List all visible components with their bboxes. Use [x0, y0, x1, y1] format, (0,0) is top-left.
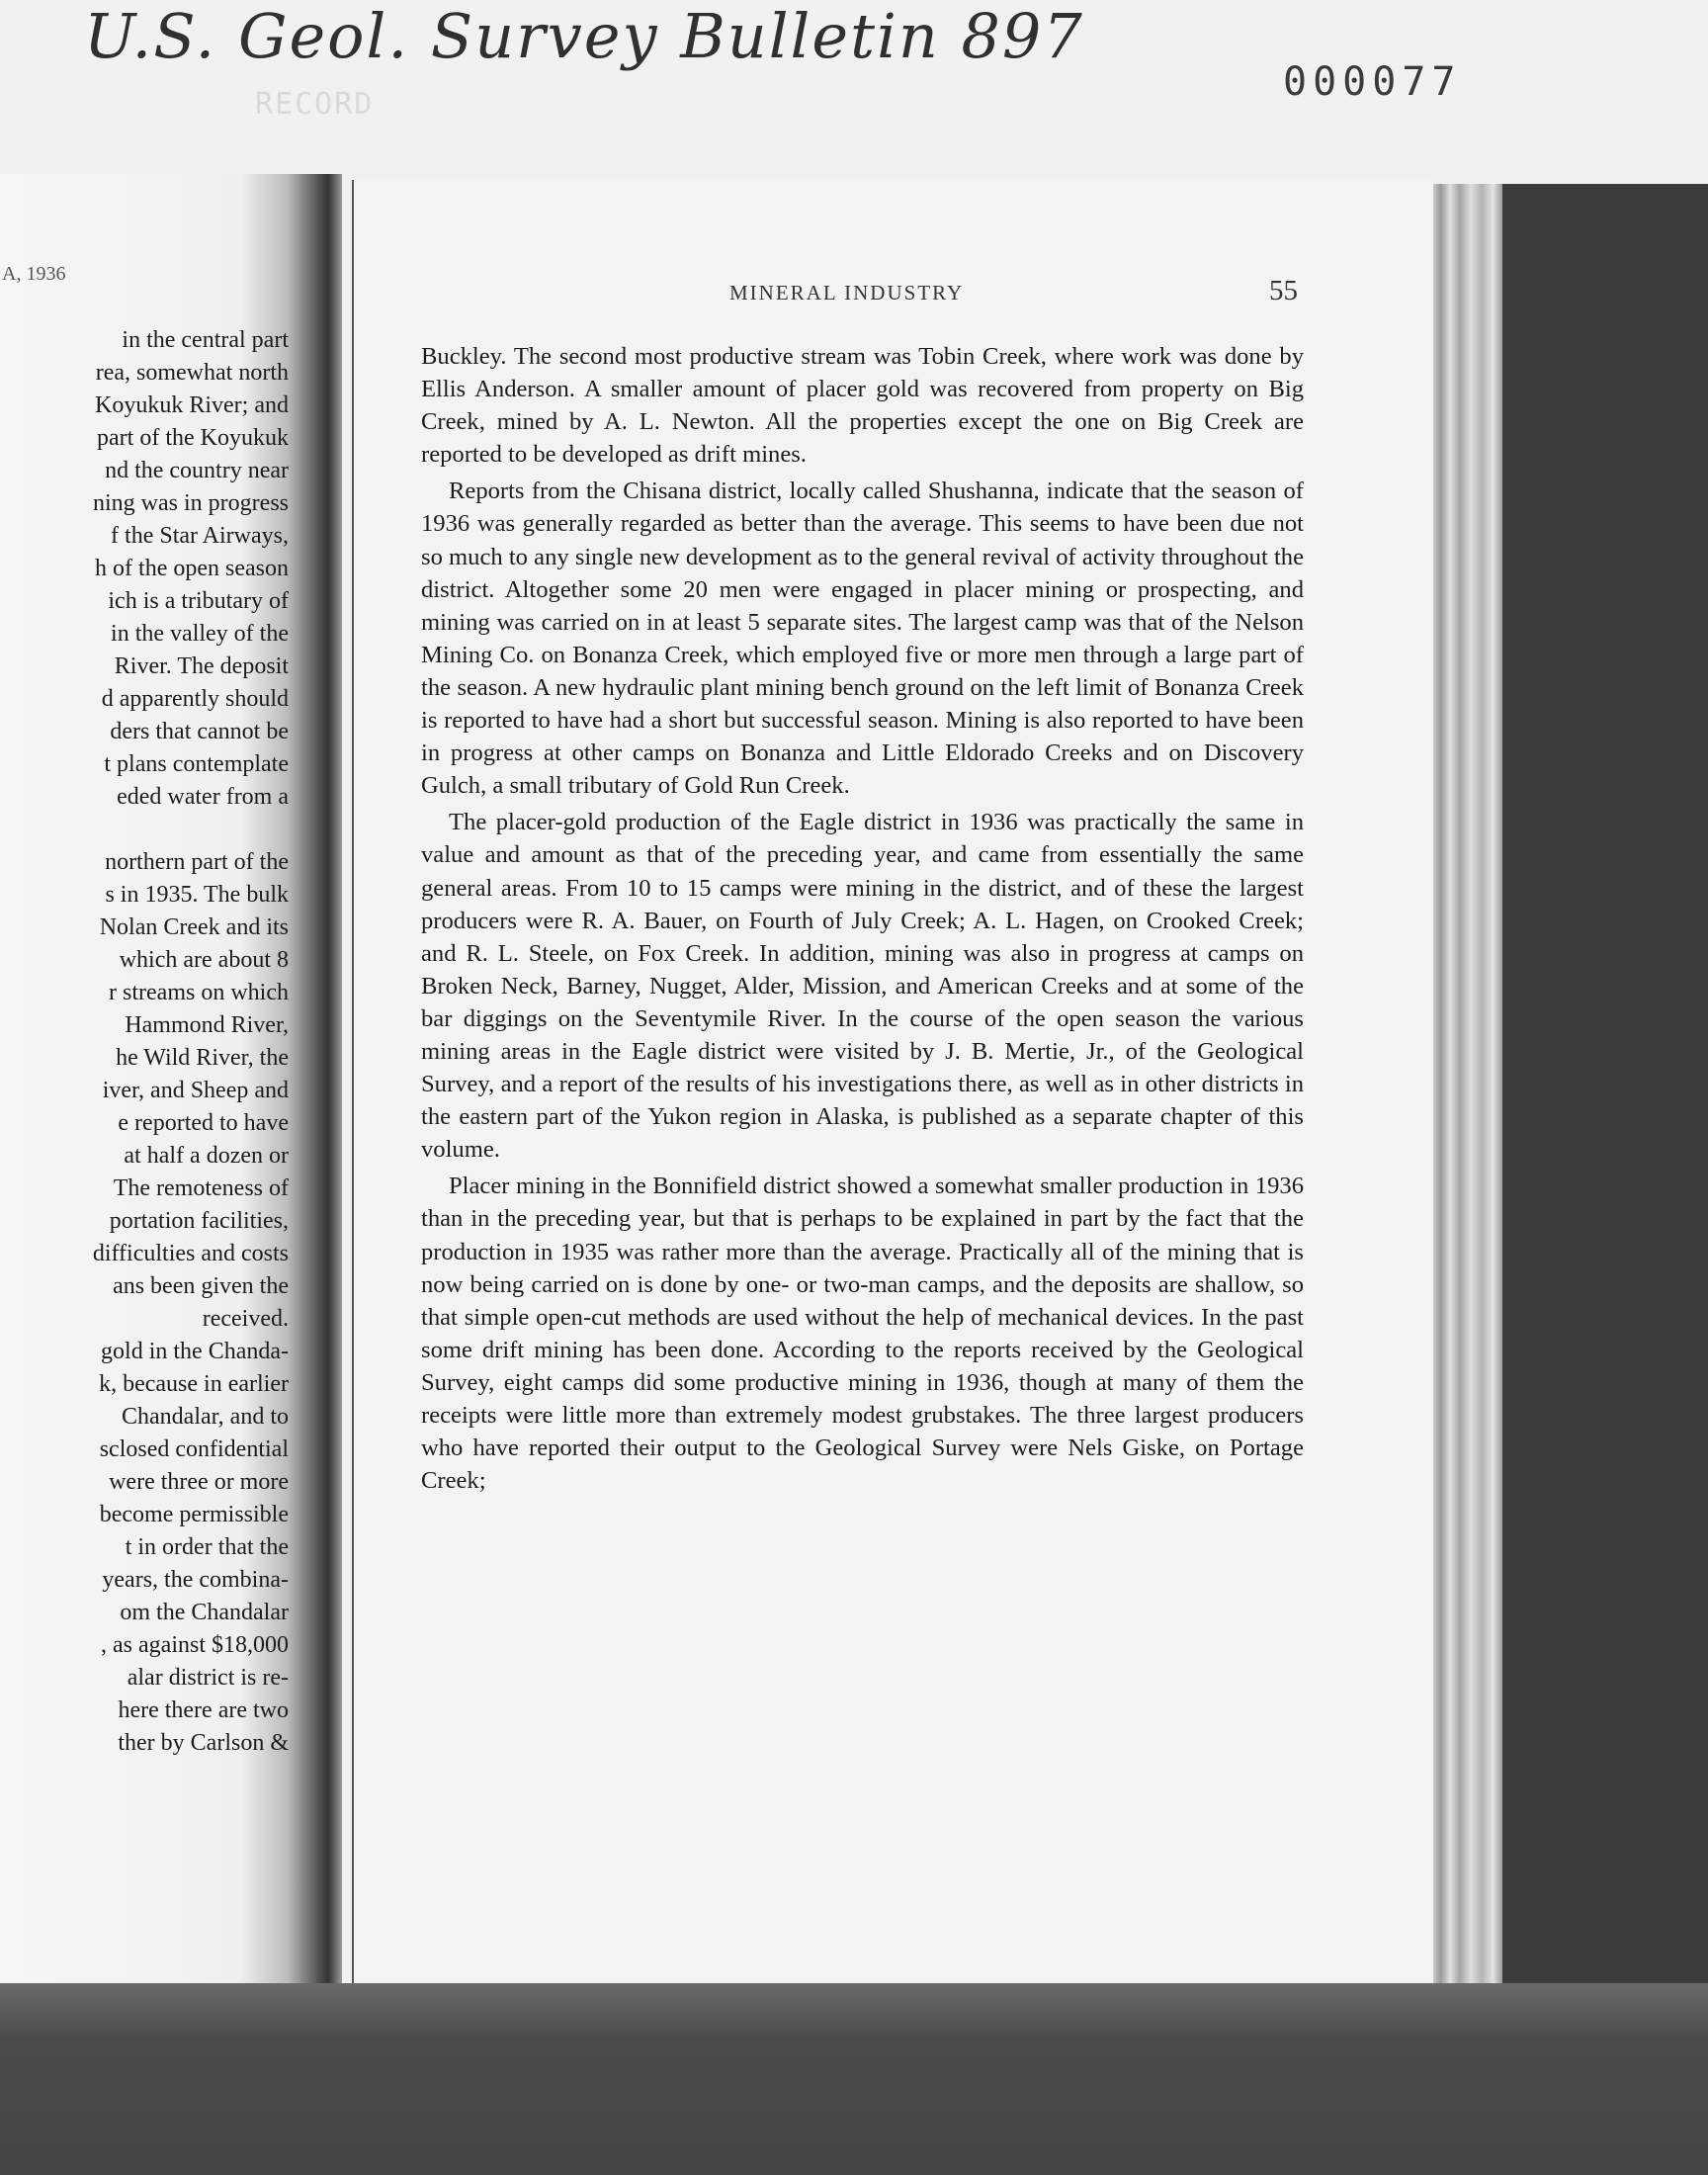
left-line: River. The deposit	[114, 653, 289, 679]
handwritten-note: U.S. Geol. Survey Bulletin 897	[84, 0, 1084, 72]
right-page	[352, 180, 1433, 1983]
left-line: received.	[202, 1306, 289, 1332]
paragraph: Placer mining in the Bonnifield district showed a somewhat smaller production in 1936 than in the preceding year, but that is perhaps to be explained in part by the fact that the production in 1935 was rather more than the average. Practically all of the mining that is now being carried on is done by one- or two-man camps, and the deposits are shallow, so that simple open-cut methods are used without the help of mechanical devices. In the past some drift mining has been done. According to the reports received by the Geological Survey, eight camps did some productive mining in 1936, though at many of them the receipts were little more than extremely modest grubstakes. The three largest producers who have reported their output to the Geological Survey were Nels Giske, on Portage Creek;	[421, 1173, 1304, 1495]
left-line: t plans contemplate	[104, 751, 289, 777]
paragraph: Buckley. The second most productive stream was Tobin Creek, where work was done by Ellis Anderson. A smaller amount of placer gold was recovered from property on Big Creek, mined by A. L. Newton. All the properties except the one on Big Creek are reported to be developed as drift mines.	[421, 343, 1304, 469]
bottom-dark-background	[0, 1983, 1708, 2175]
left-line: ans been given the	[113, 1273, 289, 1299]
left-line: iver, and Sheep and	[102, 1078, 289, 1103]
left-line: part of the Koyukuk	[97, 425, 289, 451]
left-line: k, because in earlier	[99, 1371, 289, 1397]
left-line: ders that cannot be	[110, 719, 289, 744]
left-line: f the Star Airways,	[111, 523, 289, 549]
left-line: ning was in progress	[93, 490, 289, 516]
left-line: Nolan Creek and its	[99, 914, 289, 940]
left-page-header: A, 1936	[2, 263, 66, 285]
left-line: r streams on which	[109, 980, 289, 1005]
left-line: were three or more	[109, 1469, 289, 1495]
left-line: , as against $18,000	[101, 1632, 289, 1658]
faint-stamp: RECORD	[255, 87, 375, 122]
running-head: MINERAL INDUSTRY	[729, 281, 965, 304]
page-number: 55	[1269, 275, 1298, 306]
left-line-gap	[2, 814, 289, 846]
left-line: t in order that the	[125, 1534, 289, 1560]
left-line: The remoteness of	[113, 1175, 289, 1201]
left-line: become permissible	[99, 1502, 289, 1527]
left-line: om the Chandalar	[120, 1600, 289, 1625]
left-line: sclosed confidential	[99, 1436, 289, 1462]
left-line: at half a dozen or	[124, 1143, 289, 1169]
left-line: he Wild River, the	[116, 1045, 289, 1071]
left-line: eded water from a	[117, 784, 289, 810]
stamp-number: 000077	[1283, 59, 1462, 105]
left-line: in the central part	[122, 327, 289, 353]
left-line: here there are two	[118, 1697, 289, 1723]
left-line: s in 1935. The bulk	[105, 882, 289, 908]
paragraph: Reports from the Chisana district, locally called Shushanna, indicate that the season of 1936 was generally regarded as better than the average. This seems to have been due not so much to any single new development as to the general revival of activity throughout the district. Altogether some 20 men were engaged in placer mining or prospecting, and mining was carried on in at least 5 separate sites. The largest camp was that of the Nelson Mining Co. on Bonanza Creek, which employed five or more men through a large part of the season. A new hydraulic plant mining bench ground on the left limit of Bonanza Creek is reported to have had a short but successful season. Mining is also reported to have been in progress at other camps on Bonanza and Little Eldorado Creeks and on Discovery Gulch, a small tributary of Gold Run Creek.	[421, 478, 1304, 800]
left-line: portation facilities,	[109, 1208, 289, 1234]
left-line: e reported to have	[118, 1110, 289, 1136]
paragraph: The placer-gold production of the Eagle district in 1936 was practically the same in value and amount as that of the preceding year, and came from essentially the same general areas. From 10 to 15 camps were mining in the district, and of these the largest producers were R. A. Bauer, on Fourth of July Creek; A. L. Hagen, on Crooked Creek; and R. L. Steele, on Fox Creek. In addition, mining was also in progress at camps on Broken Neck, Barney, Nugget, Alder, Mission, and American Creeks and at some of the bar diggings on the Seventymile River. In the course of the open season the various mining areas in the Eagle district were visited by J. B. Mertie, Jr., of the Geological Survey, and a report of the results of his investigations there, as well as in other districts in the eastern part of the Yukon region in Alaska, is published as a separate chapter of this volume.	[421, 809, 1304, 1164]
left-line: rea, somewhat north	[95, 360, 289, 386]
left-line: ich is a tributary of	[108, 588, 289, 614]
left-line: in the valley of the	[111, 621, 289, 647]
left-line: Koyukuk River; and	[95, 392, 289, 418]
page-edges	[1423, 184, 1502, 1983]
left-line: h of the open season	[95, 556, 289, 581]
left-line: years, the combina-	[102, 1567, 289, 1593]
left-line: ther by Carlson &	[118, 1730, 289, 1756]
left-page-text	[2, 324, 289, 1760]
left-line: gold in the Chanda-	[101, 1339, 289, 1364]
left-line: Chandalar, and to	[122, 1404, 289, 1430]
left-line: d apparently should	[101, 686, 289, 712]
left-line: which are about 8	[119, 947, 289, 973]
left-line: difficulties and costs	[92, 1241, 289, 1266]
left-line: alar district is re-	[127, 1665, 289, 1691]
left-line: Hammond River,	[125, 1012, 289, 1038]
left-line: nd the country near	[105, 458, 289, 483]
page-body	[421, 340, 1304, 1501]
left-page	[0, 174, 342, 1983]
left-line: northern part of the	[105, 849, 289, 875]
